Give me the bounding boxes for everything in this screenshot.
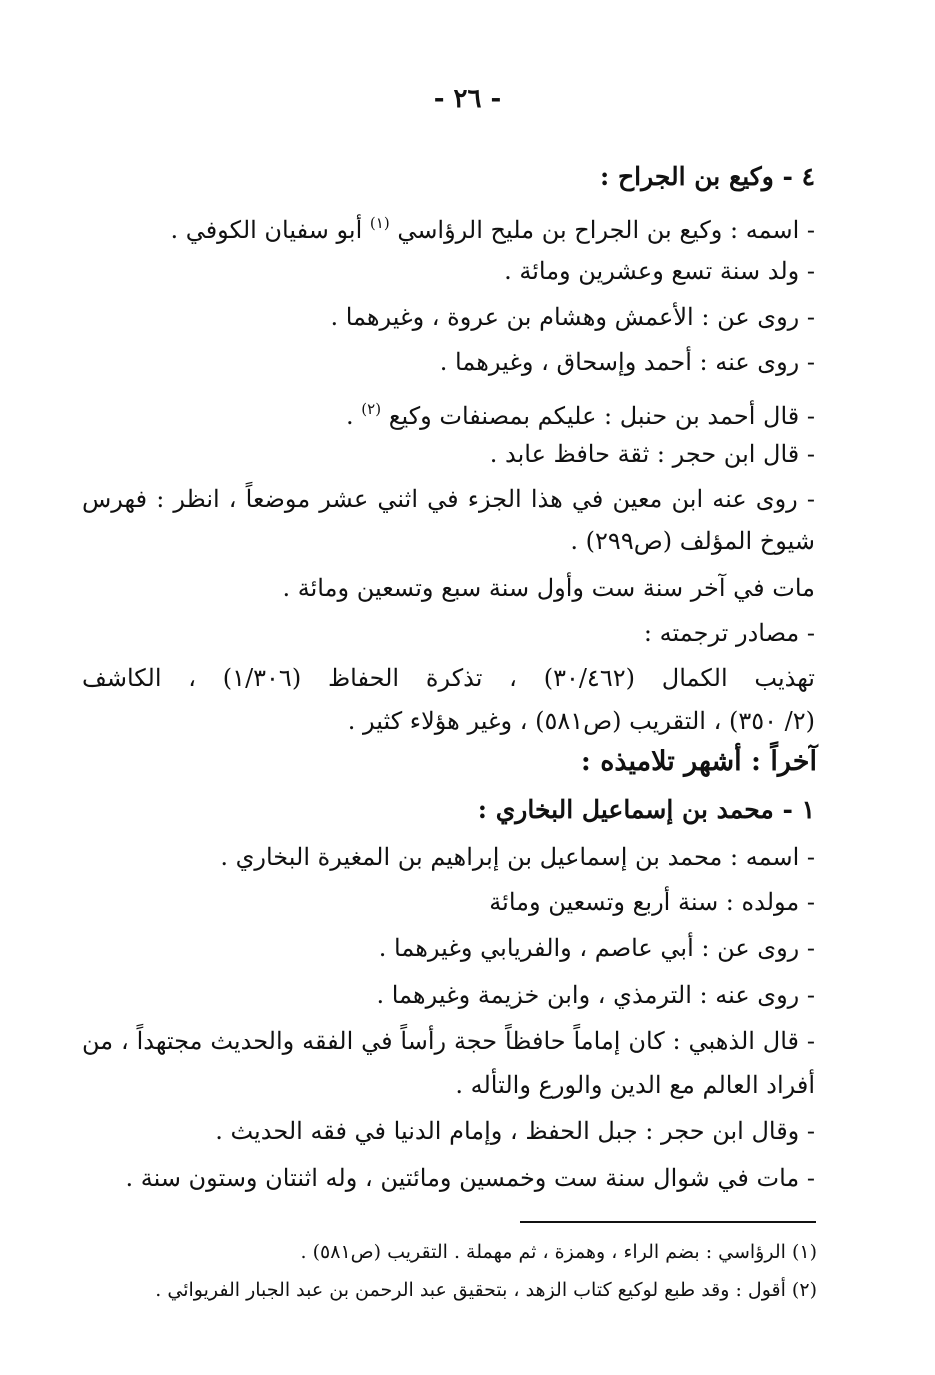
- text-line: - اسمه : محمد بن إسماعيل بن إبراهيم بن المغيرة البخاري .: [220, 843, 815, 871]
- section-heading-waki: ٤ - وكيع بن الجراح :: [600, 162, 815, 191]
- text-line: - مصادر ترجمته :: [643, 619, 815, 647]
- text-line: تهذيب الكمال (٣٠/٤٦٢) ، تذكرة الحفاظ (١/٣٠٦) ، الكاشف: [82, 664, 815, 692]
- text-line: أفراد العالم مع الدين والورع والتأله .: [455, 1071, 815, 1099]
- footnote-ref-2: (٢): [361, 400, 382, 418]
- footnote-2: (٢) أقول : وقد طبع لوكيع كتاب الزهد ، بتحقيق عبد الرحمن بن عبد الجبار الفريوائي .: [155, 1279, 817, 1301]
- text-line: - قال ابن حجر : ثقة حافظ عابد .: [489, 440, 815, 468]
- text-line: شيوخ المؤلف (ص٢٩٩) .: [570, 527, 815, 555]
- text-line: - قال الذهبي : كان إماماً حافظاً حجة رأساً في الفقه والحديث مجتهداً ، من: [82, 1027, 815, 1055]
- text-line: - روى عنه ابن معين في هذا الجزء في اثني عشر موضعاً ، انظر : فهرس: [82, 485, 815, 513]
- text-line: [170, 206, 815, 247]
- text-line: - مولده : سنة أربع وتسعين ومائة: [489, 888, 815, 916]
- text-segment: أبو سفيان الكوفي .: [170, 216, 363, 244]
- text-segment: .: [346, 402, 354, 430]
- text-line: [346, 392, 815, 433]
- text-segment: - اسمه : وكيع بن الجراح بن مليح الرؤاسي: [397, 216, 815, 244]
- section-heading-students: آخراً : أشهر تلاميذه :: [580, 746, 817, 777]
- text-line: مات في آخر سنة ست وأول سنة سبع وتسعين ومائة .: [282, 574, 815, 602]
- text-line: - روى عن : الأعمش وهشام بن عروة ، وغيرهما .: [330, 303, 815, 331]
- footnote-divider: [520, 1221, 816, 1223]
- text-line: - روى عن : أبي عاصم ، والفريابي وغيرهما .: [378, 934, 815, 962]
- text-line: - مات في شوال سنة ست وخمسين ومائتين ، وله اثنتان وستون سنة .: [125, 1164, 815, 1192]
- text-line: - روى عنه : الترمذي ، وابن خزيمة وغيرهما .: [376, 981, 815, 1009]
- text-segment: - قال أحمد بن حنبل : عليكم بمصنفات وكيع: [388, 402, 815, 430]
- text-line: - روى عنه : أحمد وإسحاق ، وغيرهما .: [439, 348, 815, 376]
- subheading-bukhari: ١ - محمد بن إسماعيل البخاري :: [477, 795, 815, 824]
- text-line: - ولد سنة تسع وعشرين ومائة .: [504, 257, 815, 285]
- text-line: - وقال ابن حجر : جبل الحفظ ، وإمام الدنيا في فقه الحديث .: [215, 1117, 815, 1145]
- page-number: - ٢٦ -: [433, 84, 502, 114]
- footnote-1: (١) الرؤاسي : بضم الراء ، وهمزة ، ثم مهملة . التقريب (ص٥٨١) .: [300, 1241, 817, 1263]
- text-line: (٢/ ٣٥٠) ، التقريب (ص٥٨١) ، وغير هؤلاء كثير .: [347, 707, 815, 735]
- footnote-ref-1: (١): [369, 214, 390, 232]
